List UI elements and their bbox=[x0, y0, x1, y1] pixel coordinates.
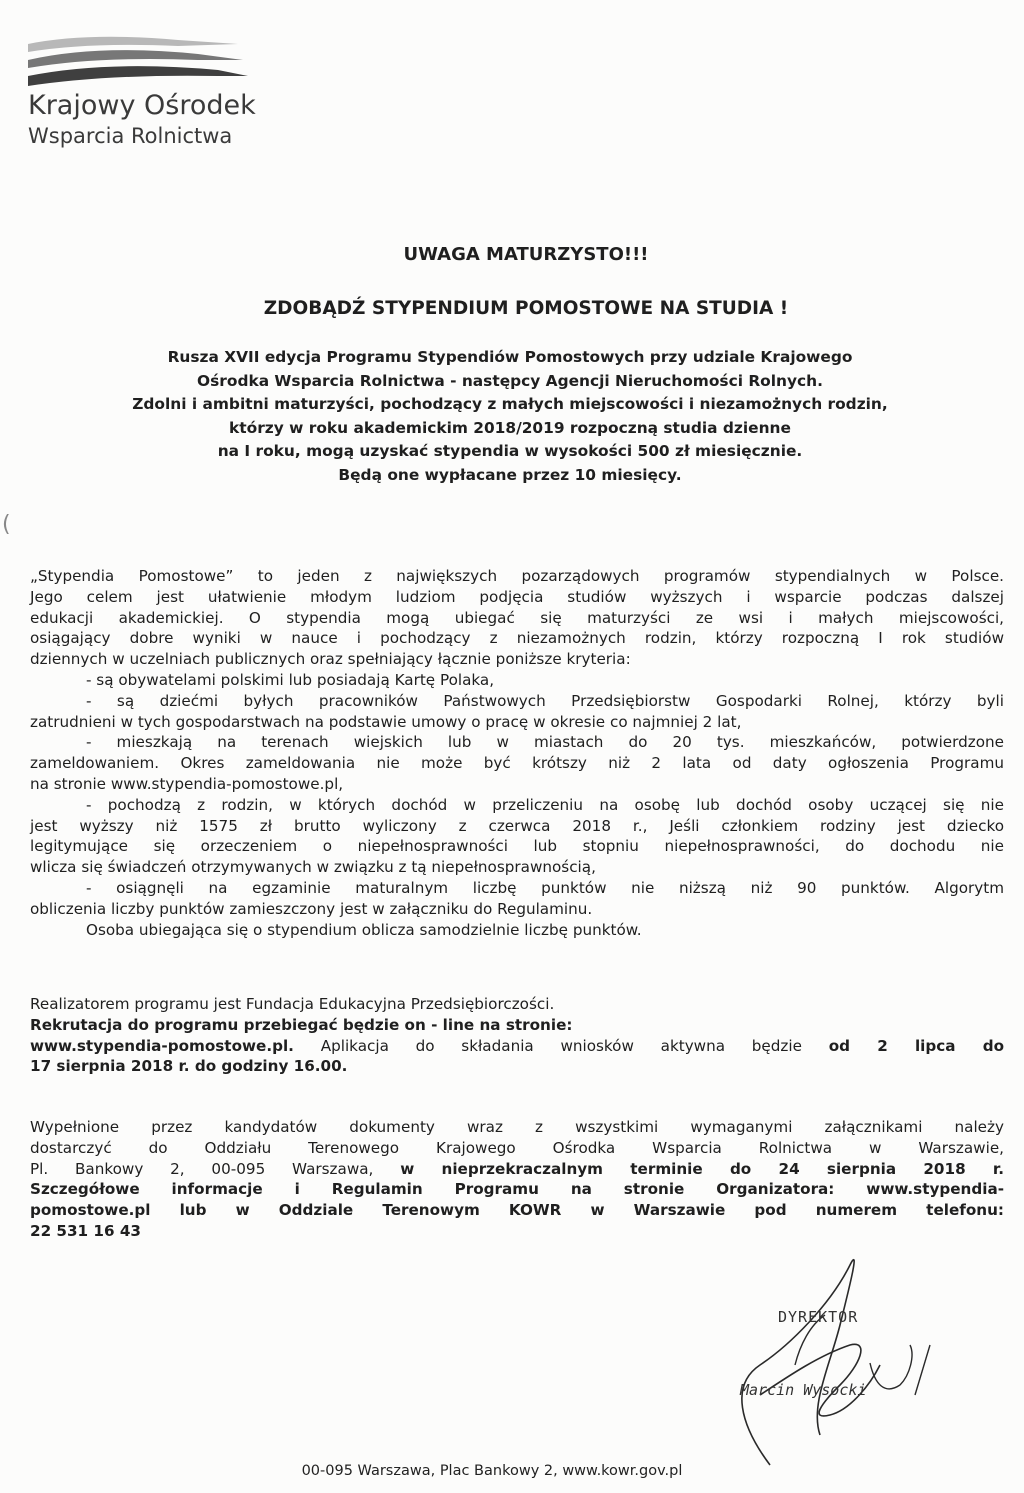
logo-subtitle: Wsparcia Rolnictwa bbox=[28, 124, 233, 148]
body-line: Szczegółowe informacje i Regulamin Programu na stronie Organizatora: www.stypendia- bbox=[30, 1180, 1004, 1199]
website-link[interactable]: www.stypendia-pomostowe.pl. bbox=[30, 1036, 294, 1055]
heading-scholarship: ZDOBĄDŹ STYPENDIUM POMOSTOWE NA STUDIA ! bbox=[263, 298, 789, 319]
body-line: 17 sierpnia 2018 r. do godziny 16.00. bbox=[30, 1057, 348, 1076]
logo-graphic bbox=[28, 30, 258, 90]
scan-edge-mark: ( bbox=[2, 512, 11, 537]
body-text: Aplikacja do składania wniosków aktywna będzie bbox=[293, 1036, 829, 1055]
body-line: jest wyższy niż 1575 zł brutto wyliczony z czerwca 2018 r., Jeśli członkiem rodziny jest dziecko bbox=[30, 816, 1004, 835]
handwritten-signature bbox=[700, 1245, 940, 1475]
body-line: pomostowe.pl lub w Oddziale Terenowym KOWR w Warszawie pod numerem telefonu: bbox=[30, 1201, 1004, 1220]
intro-line: Zdolni i ambitni maturzyści, pochodzący z małych miejscowości i niezamożnych rodzin, bbox=[132, 395, 888, 413]
program-description bbox=[30, 566, 1004, 940]
body-line: osiągający dobre wyniki w nauce i pochodzący z niezamożnych rodzin, którzy rozpoczną I rok studiów bbox=[30, 629, 1004, 648]
body-line: obliczenia liczby punktów zamieszczony jest w załączniku do Regulaminu. bbox=[30, 899, 593, 918]
criteria-item: - mieszkają na terenach wiejskich lub w miastach do 20 tys. mieszkańców, potwierdzone bbox=[86, 733, 1004, 752]
body-line bbox=[30, 1159, 1004, 1180]
phone-number: 22 531 16 43 bbox=[30, 1221, 141, 1240]
criteria-item: - pochodzą z rodzin, w których dochód w przeliczeniu na osobę lub dochód osoby uczącej się nie bbox=[86, 795, 1004, 814]
body-line: Osoba ubiegająca się o stypendium oblicza samodzielnie liczbę punktów. bbox=[86, 920, 642, 939]
intro-line: na I roku, mogą uzyskać stypendia w wysokości 500 zł miesięcznie. bbox=[217, 442, 803, 460]
body-text: Pl. Bankowy 2, 00-095 Warszawa, bbox=[30, 1159, 401, 1178]
intro-line: którzy w roku akademickim 2018/2019 rozpoczną studia dzienne bbox=[229, 418, 791, 437]
criteria-item: - są dziećmi byłych pracowników Państwowych Przedsiębiorstw Gospodarki Rolnej, którzy byli bbox=[86, 691, 1004, 710]
intro-line: Ośrodka Wsparcia Rolnictwa - następcy Agencji Nieruchomości Rolnych. bbox=[197, 371, 823, 390]
body-line: Jego celem jest ułatwienie młodym ludziom podjęcia studiów wyższych i wsparcie podczas dalszej bbox=[30, 587, 1004, 606]
body-line: „Stypendia Pomostowe” to jeden z największych pozarządowych programów stypendialnych w Polsce. bbox=[30, 567, 1004, 585]
body-line: edukacji akademickiej. O stypendia mogą ubiegać się maturzyści ze wsi i małych miejscowości, bbox=[30, 608, 1004, 627]
criteria-item: - są obywatelami polskimi lub posiadają Kartę Polaka, bbox=[86, 670, 495, 689]
body-line: na stronie www.stypendia-pomostowe.pl, bbox=[30, 774, 344, 793]
date-range: od 2 lipca do bbox=[828, 1036, 1005, 1055]
submission-info bbox=[30, 1117, 1004, 1242]
body-line bbox=[30, 1036, 1004, 1057]
body-line: Rekrutacja do programu przebiegać będzie on - line na stronie: bbox=[30, 1015, 573, 1034]
body-line: dostarczyć do Oddziału Terenowego Krajowego Ośrodka Wsparcia Rolnictwa w Warszawie, bbox=[30, 1138, 1004, 1157]
logo-title: Krajowy Ośrodek bbox=[28, 90, 256, 121]
signature-name: Marcin Wysocki bbox=[740, 1381, 867, 1399]
body-line: zameldowaniem. Okres zameldowania nie może być krótszy niż 2 lata od daty ogłoszenia Programu bbox=[30, 754, 1004, 773]
body-line: wlicza się świadczeń otrzymywanych w związku z tą niepełnosprawnością, bbox=[30, 858, 596, 877]
intro-paragraph bbox=[120, 346, 900, 487]
signature-block bbox=[700, 1245, 940, 1475]
criteria-item: - osiągnęli na egzaminie maturalnym liczbę punktów nie niższą niż 90 punktów. Algorytm bbox=[86, 878, 1004, 897]
intro-line: Rusza XVII edycja Programu Stypendiów Pomostowych przy udziale Krajowego bbox=[167, 348, 853, 366]
body-line: Wypełnione przez kandydatów dokumenty wraz z wszystkimi wymaganymi załącznikami należy bbox=[30, 1118, 1004, 1136]
signature-title: DYREKTOR bbox=[778, 1308, 859, 1326]
body-line: zatrudnieni w tych gospodarstwach na podstawie umowy o pracę w okresie co najmniej 2 lat, bbox=[30, 712, 742, 731]
deadline: w nieprzekraczalnym terminie do 24 sierpnia 2018 r. bbox=[400, 1159, 1004, 1178]
intro-line: Będą one wypłacane przez 10 miesięcy. bbox=[338, 465, 682, 484]
body-line: Realizatorem programu jest Fundacja Edukacyjna Przedsiębiorczości. bbox=[30, 995, 555, 1013]
footer-address: 00-095 Warszawa, Plac Bankowy 2, www.kowr.gov.pl bbox=[301, 1463, 683, 1479]
body-line: dziennych w uczelniach publicznych oraz spełniający łącznie poniższe kryteria: bbox=[30, 650, 631, 669]
heading-attention: UWAGA MATURZYSTO!!! bbox=[403, 244, 649, 265]
recruitment-info bbox=[30, 994, 1004, 1077]
kowr-logo bbox=[28, 30, 258, 148]
body-line: legitymujące się orzeczeniem o niepełnosprawności lub stopniu niepełnosprawności, do dochodu nie bbox=[30, 837, 1004, 856]
